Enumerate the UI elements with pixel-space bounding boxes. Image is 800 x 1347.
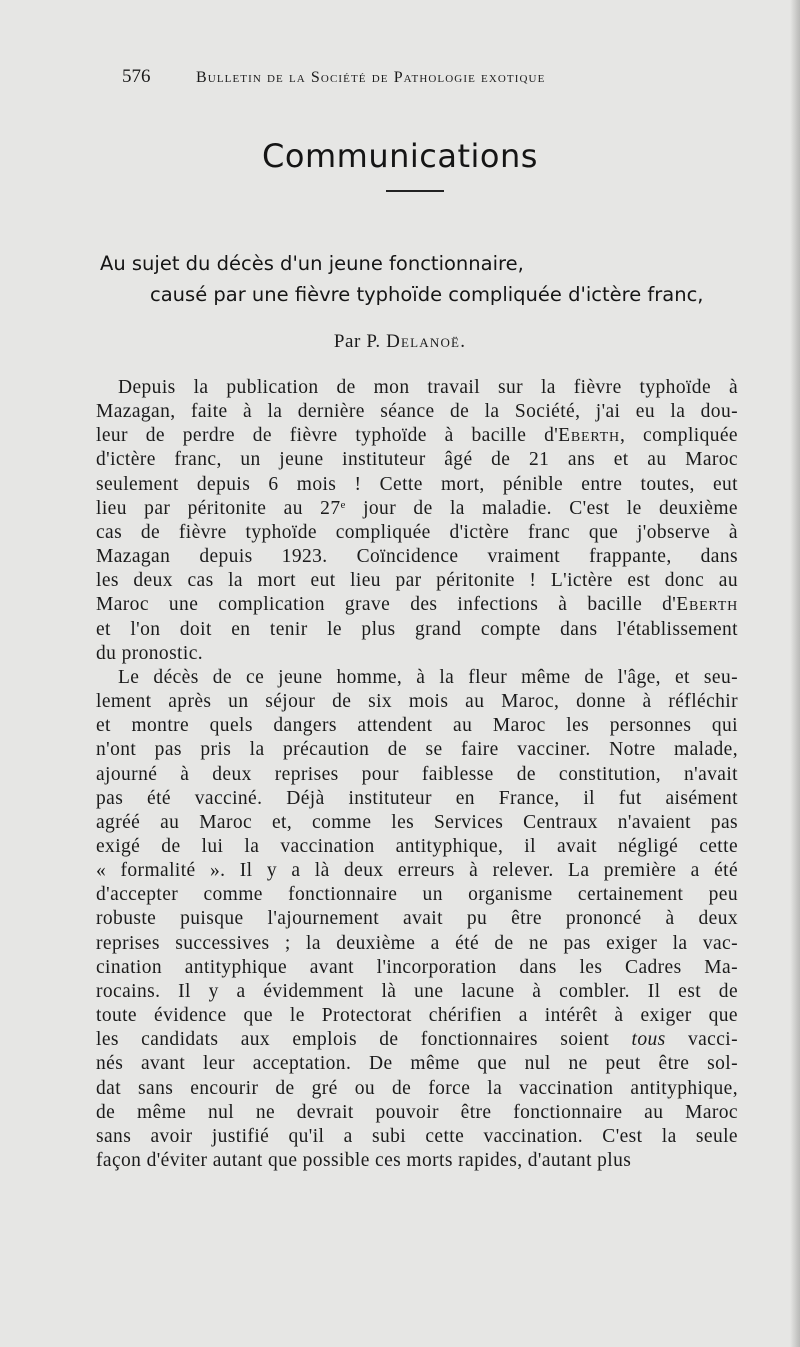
text-line: leur de perdre de fièvre typhoïde à bacille d'Eberth, compliquée	[96, 425, 738, 447]
text-line: lieu par péritonite au 27e jour de la maladie. C'est le deuxième	[96, 497, 738, 519]
paragraph-1	[96, 376, 738, 666]
small-caps-name: Eberth	[558, 425, 620, 447]
text-line: reprises successives ; la deuxième a été de ne pas exiger la vac-	[96, 932, 738, 954]
text-line: les deux cas la mort eut lieu par péritonite ! L'ictère est donc au	[96, 570, 738, 592]
running-head: Bulletin de la Société de Pathologie exotique	[196, 69, 546, 86]
text-line: et l'on doit en tenir le plus grand compte dans l'établissement	[96, 618, 738, 640]
text-line: sans avoir justifié qu'il a subi cette vaccination. C'est la seule	[96, 1125, 738, 1147]
text-line: et montre quels dangers attendent au Maroc les personnes qui	[96, 715, 738, 737]
text-line: Mazagan depuis 1923. Coïncidence vraiment frappante, dans	[96, 546, 738, 568]
text-line: Maroc une complication grave des infections à bacille d'Eberth	[96, 594, 738, 616]
text-line: façon d'éviter autant que possible ces morts rapides, d'autant plus	[96, 1150, 632, 1171]
emphasis: tous	[631, 1029, 666, 1051]
byline-author: Delanoë.	[386, 331, 467, 352]
article-title-line-2: causé par une fièvre typhoïde compliquée d'ictère franc,	[150, 283, 704, 306]
text-line: robuste puisque l'ajournement avait pu être prononcé à deux	[96, 908, 738, 930]
page-number: 576	[122, 66, 151, 87]
text-line: les candidats aux emplois de fonctionnaires soient tous vacci-	[96, 1029, 738, 1051]
paragraph-2	[96, 666, 738, 1173]
page-edge-shadow	[790, 0, 800, 1347]
text-line: dat sans encourir de gré ou de force la vaccination antityphique,	[96, 1077, 738, 1099]
text-line: pas été vacciné. Déjà instituteur en France, il fut aisément	[96, 787, 738, 809]
text-line: Le décès de ce jeune homme, à la fleur même de l'âge, et seu-	[118, 666, 738, 688]
text-line: lement après un séjour de six mois au Maroc, donne à réfléchir	[96, 691, 738, 713]
text-line: n'ont pas pris la précaution de se faire vacciner. Notre malade,	[96, 739, 738, 761]
byline	[0, 331, 800, 353]
title-rule	[386, 190, 444, 192]
text-line: d'accepter comme fonctionnaire un organisme certainement peu	[96, 884, 738, 906]
text-line: Depuis la publication de mon travail sur la fièvre typhoïde à	[118, 377, 738, 398]
page-header	[0, 66, 800, 96]
text-line: exigé de lui la vaccination antityphique, il avait négligé cette	[96, 835, 738, 857]
text-line: du pronostic.	[96, 642, 204, 664]
text-line: rocains. Il y a évidemment là une lacune à combler. Il est de	[96, 980, 738, 1002]
article-title-line-1: Au sujet du décès d'un jeune fonctionnaire,	[100, 252, 524, 275]
section-title: Communications	[262, 137, 538, 175]
text-line: cination antityphique avant l'incorporation dans les Cadres Ma-	[96, 956, 738, 978]
text-line: « formalité ». Il y a là deux erreurs à relever. La première a été	[96, 860, 738, 882]
text-line: toute évidence que le Protectorat chérifien a intérêt à exiger que	[96, 1005, 738, 1027]
text-line: nés avant leur acceptation. De même que nul ne peut être sol-	[96, 1053, 738, 1075]
text-line: de même nul ne devrait pouvoir être fonctionnaire au Maroc	[96, 1101, 738, 1123]
text-line: cas de fièvre typhoïde compliquée d'ictère franc que j'observe à	[96, 521, 738, 543]
byline-prefix: Par P.	[333, 331, 381, 352]
article-body	[96, 376, 738, 1173]
text-line: Mazagan, faite à la dernière séance de la Société, j'ai eu la dou-	[96, 401, 738, 423]
small-caps-name: Eberth	[676, 594, 738, 616]
text-line: seulement depuis 6 mois ! Cette mort, pénible entre toutes, eut	[96, 473, 738, 495]
text-line: agréé au Maroc et, comme les Services Centraux n'avaient pas	[96, 811, 738, 833]
text-line: d'ictère franc, un jeune instituteur âgé de 21 ans et au Maroc	[96, 449, 738, 471]
text-line: ajourné à deux reprises pour faiblesse de constitution, n'avait	[96, 763, 738, 785]
superscript: e	[340, 498, 346, 511]
